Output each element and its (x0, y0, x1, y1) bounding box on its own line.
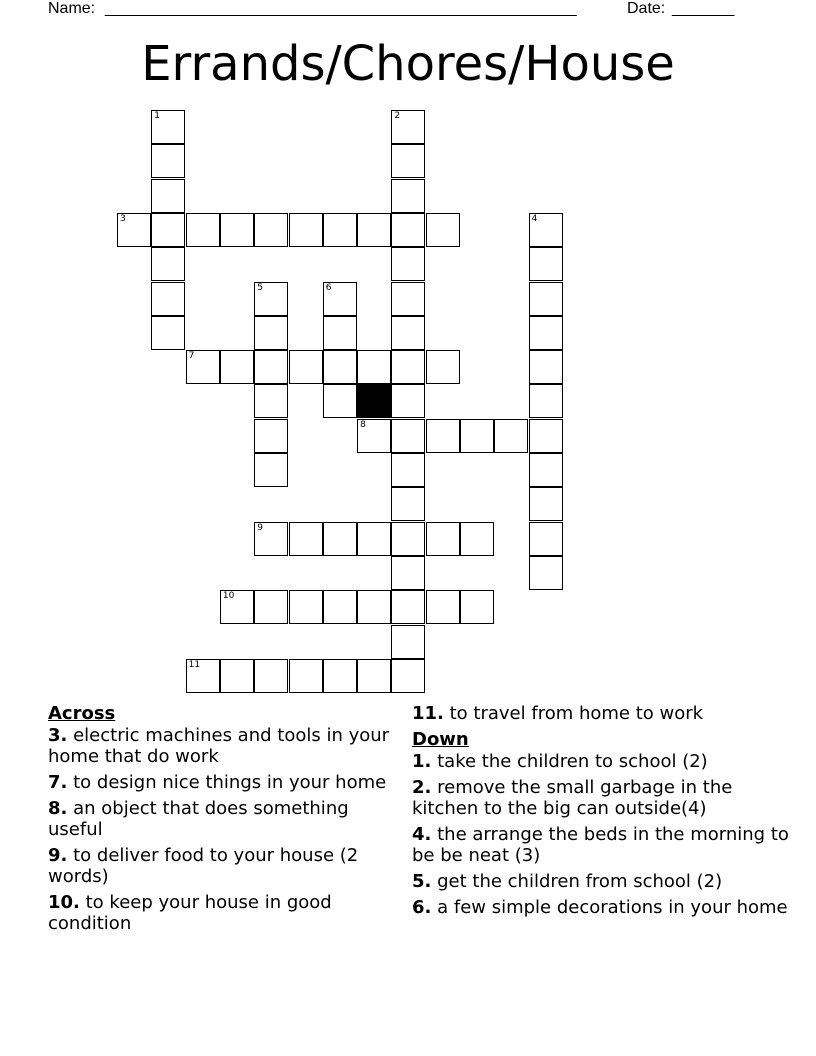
cell-number: 5 (257, 282, 263, 293)
down-clue (412, 897, 792, 918)
crossword-cell[interactable] (391, 247, 425, 281)
crossword-cell[interactable] (254, 590, 288, 624)
clue-number: 4. (412, 824, 432, 845)
clue-text: electric machines and tools in your home that do work (48, 725, 390, 767)
crossword-cell[interactable] (426, 590, 460, 624)
crossword-cell[interactable] (426, 419, 460, 453)
across-heading: Across (48, 703, 116, 724)
crossword-cell[interactable] (151, 316, 185, 350)
crossword-cell[interactable] (391, 213, 425, 247)
across-clue (48, 725, 393, 767)
crossword-cell[interactable] (391, 419, 425, 453)
clue-number: 9. (48, 845, 68, 866)
cell-number: 10 (222, 591, 235, 602)
down-heading: Down (412, 729, 469, 750)
crossword-cell[interactable] (391, 625, 425, 659)
crossword-cell[interactable] (254, 350, 288, 384)
clue-number: 1. (412, 751, 432, 772)
cell-number: 7 (188, 351, 195, 362)
crossword-cell[interactable] (391, 384, 425, 418)
crossword-cell[interactable] (254, 316, 288, 350)
date-field[interactable]: _______ (672, 0, 735, 17)
crossword-cell[interactable] (529, 487, 563, 521)
crossword-cell[interactable] (323, 282, 357, 316)
clue-number: 8. (48, 798, 68, 819)
clue-text: a few simple decorations in your home (437, 897, 788, 918)
crossword-cell[interactable] (529, 384, 563, 418)
clue-number: 11. (412, 703, 444, 724)
crossword-cell[interactable] (323, 659, 357, 693)
crossword-cell[interactable] (460, 522, 494, 556)
crossword-cell[interactable] (391, 522, 425, 556)
crossword-cell[interactable] (494, 419, 528, 453)
crossword-cell[interactable] (357, 213, 391, 247)
crossword-cell[interactable] (391, 179, 425, 213)
crossword-cell[interactable] (289, 350, 323, 384)
crossword-cell[interactable] (254, 522, 288, 556)
crossword-cell[interactable] (151, 144, 185, 178)
crossword-cell[interactable] (391, 110, 425, 144)
crossword-cell[interactable] (529, 282, 563, 316)
crossword-cell[interactable] (186, 350, 220, 384)
page-title: Errands/Chores/House (141, 36, 675, 92)
crossword-cell[interactable] (323, 213, 357, 247)
crossword-cell[interactable] (220, 659, 254, 693)
crossword-cell[interactable] (186, 659, 220, 693)
clues-right-column (412, 703, 792, 923)
crossword-cell[interactable] (529, 350, 563, 384)
date-label: Date: (627, 0, 666, 17)
crossword-cell[interactable] (391, 556, 425, 590)
crossword-cell[interactable] (254, 213, 288, 247)
crossword-cell[interactable] (220, 213, 254, 247)
crossword-cell[interactable] (220, 590, 254, 624)
crossword-cell[interactable] (323, 350, 357, 384)
clue-text: to deliver food to your house (2 words) (48, 845, 359, 887)
crossword-cell[interactable] (391, 282, 425, 316)
crossword-cell[interactable] (391, 590, 425, 624)
clue-text: to travel from home to work (449, 703, 704, 724)
crossword-cell[interactable] (529, 453, 563, 487)
down-clue (412, 871, 792, 892)
down-clue (412, 777, 792, 819)
crossword-cell[interactable] (426, 350, 460, 384)
across-clue (48, 892, 393, 934)
crossword-cell[interactable] (151, 247, 185, 281)
clue-number: 5. (412, 871, 432, 892)
crossword-cell[interactable] (426, 213, 460, 247)
crossword-cell[interactable] (323, 384, 357, 418)
crossword-cell[interactable] (186, 213, 220, 247)
cell-number: 6 (325, 282, 332, 293)
clue-number: 2. (412, 777, 432, 798)
clues-left-column (48, 703, 393, 939)
crossword-black-cell (357, 384, 391, 418)
crossword-cell[interactable] (254, 659, 288, 693)
crossword-cell[interactable] (323, 522, 357, 556)
crossword-cell[interactable] (151, 282, 185, 316)
crossword-cell[interactable] (391, 350, 425, 384)
crossword-cell[interactable] (289, 659, 323, 693)
crossword-cell[interactable] (357, 350, 391, 384)
crossword-cell[interactable] (391, 453, 425, 487)
crossword-cell[interactable] (323, 590, 357, 624)
cell-number: 9 (257, 522, 263, 533)
cell-number: 1 (154, 111, 161, 121)
crossword-cell[interactable] (391, 487, 425, 521)
name-field[interactable]: _____________________________________________________ (105, 0, 577, 17)
clue-text: an object that does something useful (48, 798, 349, 840)
crossword-cell[interactable] (357, 590, 391, 624)
crossword-cell[interactable] (460, 419, 494, 453)
crossword-cell[interactable] (151, 213, 185, 247)
across-clue (48, 798, 393, 840)
crossword-cell[interactable] (357, 659, 391, 693)
crossword-cell[interactable] (117, 213, 151, 247)
crossword-cell[interactable] (357, 522, 391, 556)
crossword-cell[interactable] (254, 384, 288, 418)
cell-number: 3 (120, 213, 126, 224)
crossword-cell[interactable] (289, 590, 323, 624)
crossword-cell[interactable] (529, 556, 563, 590)
down-clue (412, 824, 792, 866)
cell-number: 4 (531, 213, 538, 224)
crossword-cell[interactable] (391, 144, 425, 178)
crossword-cell[interactable] (254, 453, 288, 487)
crossword-cell[interactable] (323, 316, 357, 350)
down-clue (412, 751, 792, 772)
crossword-cell[interactable] (289, 213, 323, 247)
clue-text: to design nice things in your home (73, 772, 387, 793)
clue-text: get the children from school (2) (437, 871, 723, 892)
crossword-cell[interactable] (529, 522, 563, 556)
crossword-cell[interactable] (289, 522, 323, 556)
crossword-cell[interactable] (529, 247, 563, 281)
crossword-cell[interactable] (529, 213, 563, 247)
across-clue (48, 845, 393, 887)
clue-text: the arrange the beds in the morning to be be neat (3) (412, 824, 789, 866)
clue-text: take the children to school (2) (437, 751, 708, 772)
crossword-cell[interactable] (529, 316, 563, 350)
clue-text: to keep your house in good condition (48, 892, 332, 934)
crossword-cell[interactable] (391, 659, 425, 693)
across-clue (412, 703, 792, 724)
crossword-cell[interactable] (357, 419, 391, 453)
clue-number: 3. (48, 725, 68, 746)
across-clue (48, 772, 393, 793)
crossword-cell[interactable] (254, 419, 288, 453)
crossword-cell[interactable] (426, 522, 460, 556)
cell-number: 11 (188, 659, 201, 670)
crossword-cell[interactable] (460, 590, 494, 624)
clue-number: 10. (48, 892, 80, 913)
crossword-cell[interactable] (254, 282, 288, 316)
crossword-cell[interactable] (391, 316, 425, 350)
clue-number: 7. (48, 772, 68, 793)
clue-number: 6. (412, 897, 432, 918)
crossword-cell[interactable] (151, 179, 185, 213)
crossword-cell[interactable] (220, 350, 254, 384)
cell-number: 2 (394, 111, 401, 121)
cell-number: 8 (360, 419, 366, 430)
crossword-cell[interactable] (151, 110, 185, 144)
clue-text: remove the small garbage in the kitchen to the big can outside(4) (412, 777, 733, 819)
crossword-cell[interactable] (529, 419, 563, 453)
name-label: Name: (48, 0, 96, 17)
